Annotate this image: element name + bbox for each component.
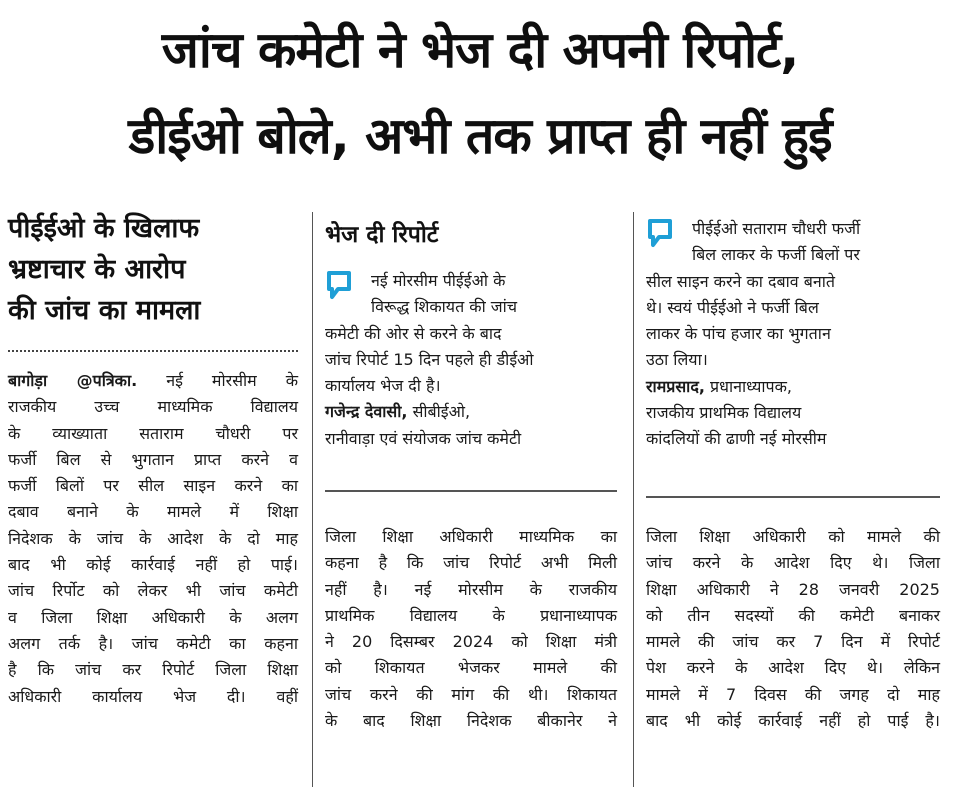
column-divider-left xyxy=(312,212,313,787)
quote-line: पीईईओ सताराम चौधरी फर्जी xyxy=(692,219,861,238)
body-line: जांच रिर्पोट को लेकर भी जांच कमेटी xyxy=(8,581,298,601)
quote-divider xyxy=(646,496,940,498)
quote-line: कार्यालय भेज दी है। xyxy=(325,376,441,396)
body-line: के बाद शिक्षा निदेशक बीकानेर ने xyxy=(325,711,617,731)
body-line: फर्जी बिलों पर सील साइन करने का xyxy=(8,476,298,496)
body-line: जिला शिक्षा अधिकारी को मामले की xyxy=(646,527,940,546)
quote-line: उठा लिया। xyxy=(646,350,708,370)
body-line: जांच करने की मांग की थी। शिकायत xyxy=(325,684,617,704)
body-line: नहीं है। नई मोरसीम के राजकीय xyxy=(325,579,617,599)
speaker-role: राजकीय प्राथमिक विद्यालय xyxy=(646,403,802,423)
quote-divider xyxy=(325,490,617,492)
speaker-name: रामप्रसाद, xyxy=(646,376,705,396)
col3-quote xyxy=(646,216,944,453)
body-line: निदेशक के जांच के आदेश के दो माह xyxy=(8,528,298,548)
body-line: शिक्षा अधिकारी ने 28 जनवरी 2025 xyxy=(646,579,940,599)
body-line: बाद भी कोई कार्रवाई नहीं हो पाई है। xyxy=(646,711,940,731)
subheadline xyxy=(8,208,298,331)
body-line: को तीन सदस्यों की कमेटी बनाकर xyxy=(646,605,940,625)
speaker-role: कांदलियों की ढाणी नई मोरसीम xyxy=(646,429,827,449)
quote-line: कमेटी की ओर से करने के बाद xyxy=(325,323,502,343)
body-line: व जिला शिक्षा अधिकारी के अलग xyxy=(8,607,298,627)
subheadline-line: भ्रष्टाचार के आरोप xyxy=(8,254,186,285)
quote-line: थे। स्वयं पीईईओ ने फर्जी बिल xyxy=(646,297,819,317)
headline-line-2: डीईओ बोले, अभी तक प्राप्त ही नहीं हुई xyxy=(128,107,832,165)
col1-body xyxy=(8,368,298,710)
body-line: जिला शिक्षा अधिकारी माध्यमिक का xyxy=(325,527,617,546)
subheadline-line: की जांच का मामला xyxy=(8,295,201,326)
col2-body xyxy=(325,524,617,734)
quote-line: लाकर के पांच हजार का भुगतान xyxy=(646,324,831,344)
quote-line: सील साइन करने का दबाव बनाते xyxy=(646,271,836,291)
speaker-role: सीबीईओ, xyxy=(412,402,471,422)
box-title: भेज दी रिपोर्ट xyxy=(325,222,439,248)
body-line: अधिकारी कार्यालय भेज दी। वहीं xyxy=(8,686,298,706)
subheadline-line: पीईईओ के खिलाफ xyxy=(8,213,200,244)
body-line: ने 20 दिसम्बर 2024 को शिक्षा मंत्री xyxy=(325,632,617,652)
quote-line: बिल लाकर के फर्जी बिलों पर xyxy=(692,245,860,265)
dateline: बागोड़ा @पत्रिका. xyxy=(8,371,138,390)
speaker-role: प्रधानाध्यापक, xyxy=(710,376,793,396)
speaker-role: रानीवाड़ा एवं संयोजक जांच कमेटी xyxy=(325,428,522,448)
subheadline-divider xyxy=(8,350,298,352)
column-divider-right xyxy=(633,212,634,787)
quote-line: नई मोरसीम पीईईओ के xyxy=(371,271,506,290)
body-line: फर्जी बिल से भुगतान प्राप्त करने व xyxy=(8,449,298,469)
speaker-line xyxy=(646,374,944,400)
col3-body xyxy=(646,524,940,734)
speaker-name: गजेन्द्र देवासी, xyxy=(325,402,408,422)
headline-line-1: जांच कमेटी ने भेज दी अपनी रिपोर्ट, xyxy=(161,21,799,79)
body-line: अलग तर्क है। जांच कमेटी का कहना xyxy=(8,633,298,653)
body-line: बाद भी कोई कार्रवाई नहीं हो पाई। xyxy=(8,555,298,575)
body-line: राजकीय उच्च माध्यमिक विद्यालय xyxy=(8,397,298,417)
body-line: दबाव बनाने के मामले में शिक्षा xyxy=(8,502,298,522)
body-line: के व्याख्याता सताराम चौधरी पर xyxy=(8,423,298,443)
body-line: जांच करने के आदेश दिए थे। जिला xyxy=(646,553,940,573)
col2-quote xyxy=(325,268,615,452)
body-line: मामले में 7 दिवस की जगह दो माह xyxy=(646,684,940,704)
body-line: प्राथमिक विद्यालय के प्रधानाध्यापक xyxy=(325,605,617,625)
speaker-line xyxy=(325,399,615,425)
body-line: को शिकायत भेजकर मामले की xyxy=(325,658,617,678)
quote-line: विरूद्ध शिकायत की जांच xyxy=(371,297,517,317)
body-line: है कि जांच कर रिपोर्ट जिला शिक्षा xyxy=(8,660,298,680)
body-line: कहना है कि जांच रिपोर्ट अभी मिली xyxy=(325,553,617,573)
body-line: पेश करने के आदेश दिए थे। लेकिन xyxy=(646,658,940,678)
quote-line: जांच रिपोर्ट 15 दिन पहले ही डीईओ xyxy=(325,349,534,369)
body-line: बागोड़ा @पत्रिका. नई मोरसीम के xyxy=(8,371,299,390)
body-line: मामले की जांच कर 7 दिन में रिपोर्ट xyxy=(646,632,940,652)
